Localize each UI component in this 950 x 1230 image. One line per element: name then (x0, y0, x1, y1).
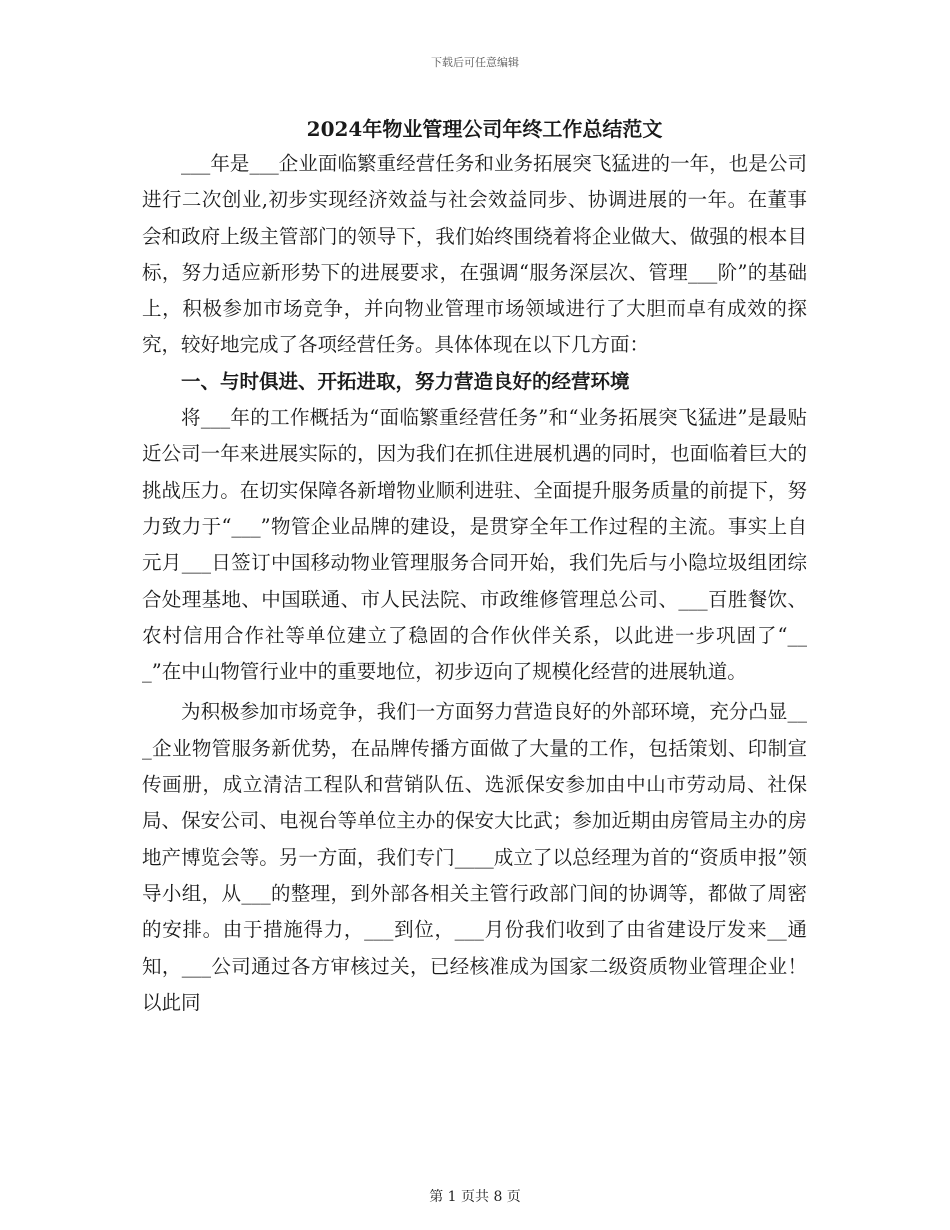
page-header-note: 下载后可任意编辑 (431, 56, 519, 69)
page-footer-number: 第 1 页共 8 页 (429, 1189, 521, 1205)
paragraph-section1-b: 为积极参加市场竞争，我们一方面努力营造良好的外部环境，充分凸显___企业物管服务新优势，在品牌传播方面做了大量的工作，包括策划、印制宣传画册，成立清洁工程队和营销队伍、选派保安参加由中山市劳动局、社保局、保安公司、电视台等单位主办的保安大比武；参加近期由房管局主办的房地产博览会等。另一方面，我们专门____成立了以总经理为首的“资质申报”领导小组，从___的整理，到外部各相关主管行政部门间的协调等，都做了周密的安排。由于措施得力，___到位，___月份我们收到了由省建设厅发来__通知，___公司通过各方审核过关，已经核准成为国家二级资质物业管理企业！以此同 (142, 700, 807, 1014)
document-title: 2024年物业管理公司年终工作总结范文 (306, 117, 663, 141)
section-heading-1: 一、与时俱进、开拓进取，努力营造良好的经营环境 (181, 369, 630, 393)
document-body (142, 112, 807, 1021)
paragraph-section1-a: 将___年的工作概括为“面临繁重经营任务”和“业务拓展突飞猛进”是最贴近公司一年来进展实际的，因为我们在抓住进展机遇的同时，也面临着巨大的挑战压力。在切实保障各新增物业顺利进驻、全面提升服务质量的前提下，努力致力于“___”物管企业品牌的建设，是贯穿全年工作过程的主流。事实上自元月___日签订中国移动物业管理服务合同开始，我们先后与小隐垃圾组团综合处理基地、中国联通、市人民法院、市政维修管理总公司、___百胜餐饮、农村信用合作社等单位建立了稳固的合作伙伴关系，以此进一步巩固了“___”在中山物管行业中的重要地位，初步迈向了规模化经营的进展轨道。 (142, 406, 807, 684)
paragraph-intro: ___年是___企业面临繁重经营任务和业务拓展突飞猛进的一年，也是公司进行二次创业,初步实现经济效益与社会效益同步、协调进展的一年。在董事会和政府上级主管部门的领导下，我们始终围绕着将企业做大、做强的根本目标，努力适应新形势下的进展要求，在强调“服务深层次、管理___阶”的基础上，积极参加市场竞争，并向物业管理市场领域进行了大胆而卓有成效的探究，较好地完成了各项经营任务。具体体现在以下几方面： (142, 152, 807, 357)
